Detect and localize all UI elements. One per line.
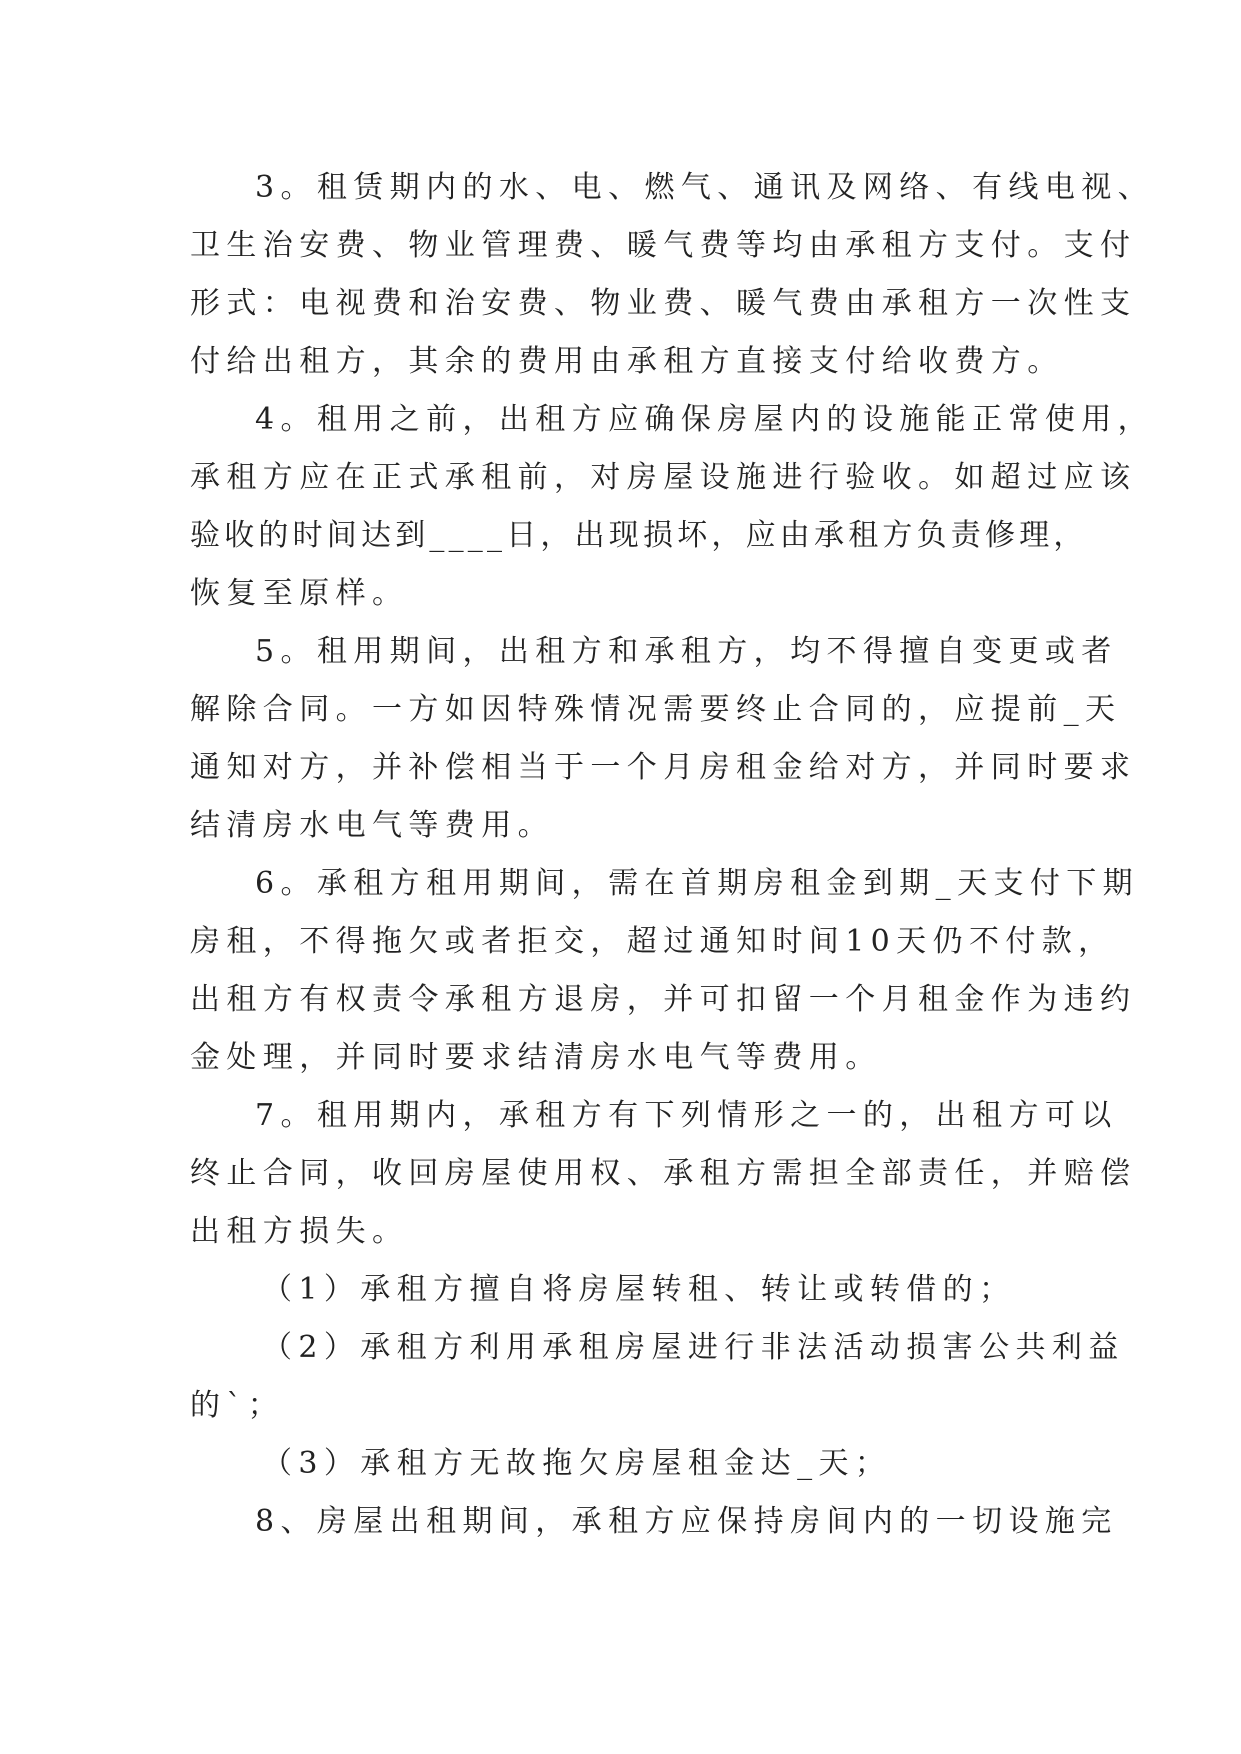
paragraph-3-line-1: 3。租赁期内的水、电、燃气、通讯及网络、有线电视、 (255, 170, 1155, 205)
paragraph-4-line-4: 恢复至原样。 (190, 576, 409, 611)
paragraph-6-line-1: 6。承租方租用期间，需在首期房租金到期_天支付下期 (255, 866, 1140, 901)
paragraph-4-line-3: 验收的时间达到____日，出现损坏，应由承租方负责修理， (190, 518, 1088, 553)
paragraph-4-line-1: 4。租用之前，出租方应确保房屋内的设施能正常使用， (255, 402, 1155, 437)
paragraph-6-line-3: 出租方有权责令承租方退房，并可扣留一个月租金作为违约 (190, 982, 1137, 1017)
paragraph-7-line-2: 终止合同，收回房屋使用权、承租方需担全部责任，并赔偿 (190, 1156, 1137, 1191)
item-3-line: （3）承租方无故拖欠房屋租金达_天； (262, 1446, 892, 1481)
paragraph-5-line-1: 5。租用期间，出租方和承租方，均不得擅自变更或者 (255, 634, 1118, 669)
item-1-line: （1）承租方擅自将房屋转租、转让或转借的； (262, 1272, 1016, 1307)
paragraph-5-line-2: 解除合同。一方如因特殊情况需要终止合同的，应提前_天 (190, 692, 1122, 727)
paragraph-5-line-3: 通知对方，并补偿相当于一个月房租金给对方，并同时要求 (190, 750, 1137, 785)
paragraph-3-line-4: 付给出租方，其余的费用由承租方直接支付给收费方。 (190, 344, 1064, 379)
paragraph-7-line-3: 出租方损失。 (190, 1214, 409, 1249)
paragraph-3-line-2: 卫生治安费、物业管理费、暖气费等均由承租方支付。支付 (190, 228, 1137, 263)
item-2-line-2: 的`； (190, 1388, 285, 1423)
paragraph-7-line-1: 7。租用期内，承租方有下列情形之一的，出租方可以 (255, 1098, 1118, 1133)
paragraph-6-line-4: 金处理，并同时要求结清房水电气等费用。 (190, 1040, 882, 1075)
paragraph-8-line-1: 8、房屋出租期间，承租方应保持房间内的一切设施完 (255, 1504, 1118, 1539)
paragraph-6-line-2: 房租，不得拖欠或者拒交，超过通知时间10天仍不付款， (190, 924, 1115, 959)
paragraph-4-line-2: 承租方应在正式承租前，对房屋设施进行验收。如超过应该 (190, 460, 1137, 495)
item-2-line-1: （2）承租方利用承租房屋进行非法活动损害公共利益 (262, 1330, 1125, 1365)
paragraph-3-line-3: 形式：电视费和治安费、物业费、暖气费由承租方一次性支 (190, 286, 1137, 321)
paragraph-5-line-4: 结清房水电气等费用。 (190, 808, 554, 843)
